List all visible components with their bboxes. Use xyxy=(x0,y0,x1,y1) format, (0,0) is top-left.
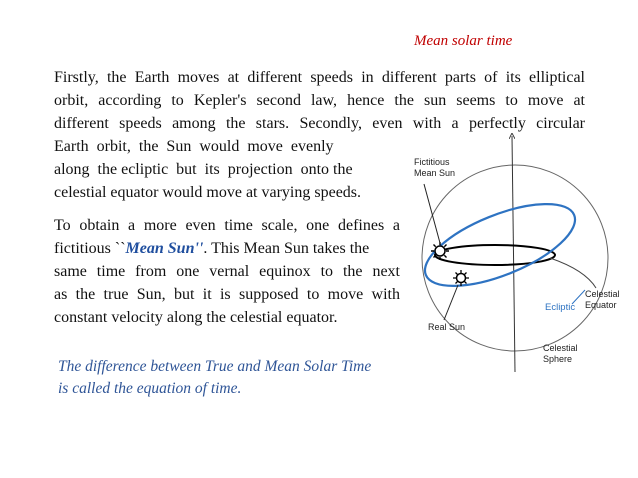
paragraph-1-line-4: Earth orbit, the Sun would move evenly xyxy=(54,138,334,155)
celestial-equator-label-line-2: Equator xyxy=(585,300,617,310)
paragraph-2-line-3: same time from one vernal equinox to the next xyxy=(54,264,400,280)
real-sun-icon xyxy=(453,270,469,286)
paragraph-2-line-4: as the true Sun, but it is supposed to move with xyxy=(54,287,400,303)
real-sun-leader xyxy=(444,285,458,320)
fictitious-label-line-2: Mean Sun xyxy=(414,168,456,178)
celestial-sphere-label-line-1: Celestial xyxy=(543,343,578,353)
celestial-equator-label-line-1: Celestial xyxy=(585,289,620,299)
celestial-sphere-diagram xyxy=(400,130,638,380)
mean-sun-leader xyxy=(424,184,440,243)
ecliptic-label: Ecliptic xyxy=(545,302,576,313)
celestial-sphere-label-line-2: Sphere xyxy=(543,354,573,364)
celestial-equator-extension xyxy=(550,258,596,288)
real-sun-label: Real Sun xyxy=(428,322,466,332)
celestial-equator-ellipse xyxy=(435,245,555,265)
paragraph-2-line-2-prefix: fictitious `` xyxy=(54,240,126,257)
slide-title: Mean solar time xyxy=(414,33,513,49)
paragraph-2-line-2 xyxy=(54,241,369,257)
mean-sun-term: Mean Sun'' xyxy=(125,240,204,257)
paragraph-1-line-1: Firstly, the Earth moves at different speeds in different parts of its elliptical xyxy=(54,70,585,86)
paragraph-1-line-5: along the ecliptic but its projection onto the xyxy=(54,161,353,178)
equation-of-time-note-line-2: is called the equation of time. xyxy=(58,380,242,397)
equation-of-time-note-line-1: The difference between True and Mean Solar Time xyxy=(58,358,372,375)
mean-sun-icon xyxy=(431,242,449,260)
fictitious-label-line-1: Fictitious xyxy=(414,157,450,167)
paragraph-2-line-2-suffix: . This Mean Sun takes the xyxy=(203,240,370,257)
paragraph-1-line-6: celestial equator would move at varying speeds. xyxy=(54,184,362,201)
paragraph-1-line-2: orbit, according to Kepler's second law, hence the sun seems to move at xyxy=(54,93,585,109)
paragraph-1-line-3: different speeds among the stars. Secondly, even with a perfectly circular xyxy=(54,116,585,132)
paragraph-2-line-1: To obtain a more even time scale, one defines a xyxy=(54,218,400,234)
polar-axis xyxy=(512,136,515,372)
paragraph-2-line-5: constant velocity along the celestial equator. xyxy=(54,309,338,326)
